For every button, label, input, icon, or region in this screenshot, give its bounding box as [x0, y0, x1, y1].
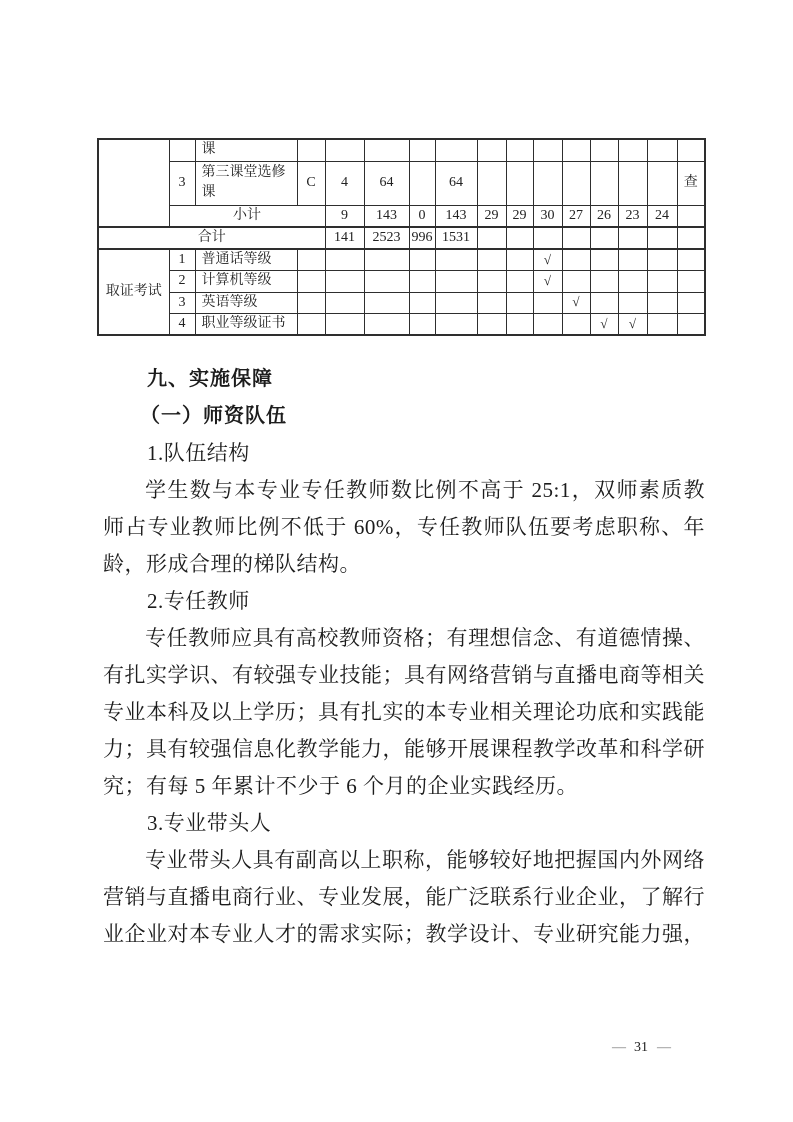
- table-cell: [533, 161, 562, 205]
- table-cell: [506, 161, 533, 205]
- table-cell: [409, 313, 435, 335]
- table-cell: 143: [435, 205, 477, 227]
- table-cell: 2: [169, 271, 195, 292]
- table-cell: C: [297, 161, 325, 205]
- table-cell: [590, 271, 618, 292]
- table-cell: [364, 271, 409, 292]
- content-blocks: [103, 435, 705, 953]
- table-cell: [297, 271, 325, 292]
- table-cell: [506, 313, 533, 335]
- table-cell: 26: [590, 205, 618, 227]
- table-cell: [477, 139, 506, 161]
- table-cell: [409, 271, 435, 292]
- table-cell: [297, 313, 325, 335]
- table-cell: [435, 139, 477, 161]
- table-cell: [618, 161, 647, 205]
- table-cell: [590, 161, 618, 205]
- table-cell: [169, 139, 195, 161]
- table-cell: [435, 292, 477, 313]
- table-cell: [477, 227, 506, 249]
- table-cell: 取证考试: [98, 249, 169, 335]
- item-title: 2.专任教师: [147, 589, 250, 613]
- table-cell: 0: [409, 205, 435, 227]
- check-mark-cell: √: [618, 313, 647, 335]
- table-cell: [677, 313, 705, 335]
- table-cell: 996: [409, 227, 435, 249]
- table-cell: [647, 313, 677, 335]
- table-cell: [364, 292, 409, 313]
- table-cell: 4: [325, 161, 364, 205]
- item-title: 3.专业带头人: [147, 811, 272, 835]
- table-cell: 1531: [435, 227, 477, 249]
- table-cell: [590, 249, 618, 271]
- table-cell: [677, 227, 705, 249]
- table-cell: 29: [477, 205, 506, 227]
- check-mark-cell: √: [590, 313, 618, 335]
- document-body: [103, 361, 705, 953]
- table-cell: [618, 249, 647, 271]
- table-cell: 2523: [364, 227, 409, 249]
- table-cell: 3: [169, 292, 195, 313]
- check-mark-cell: √: [533, 249, 562, 271]
- table-cell: [647, 227, 677, 249]
- table-cell: [506, 139, 533, 161]
- table-cell: [562, 139, 590, 161]
- table-cell: [506, 227, 533, 249]
- table-cell: [477, 292, 506, 313]
- table-cell: [325, 313, 364, 335]
- table-cell: [477, 249, 506, 271]
- table-cell: [325, 271, 364, 292]
- table-cell: [677, 205, 705, 227]
- paragraph: 学生数与本专业专任教师数比例不高于 25:1，双师素质教师占专业教师比例不低于 60%，专任教师队伍要考虑职称、年龄，形成合理的梯队结构。: [103, 478, 705, 576]
- table-cell: [677, 292, 705, 313]
- table-cell: [477, 313, 506, 335]
- table-cell: [562, 161, 590, 205]
- table-cell: [533, 313, 562, 335]
- table-cell: [364, 139, 409, 161]
- table-cell: [590, 139, 618, 161]
- table-cell: 计算机等级: [195, 271, 297, 292]
- footer-dash-left: —: [612, 1040, 625, 1055]
- table-cell: [647, 292, 677, 313]
- table-cell: 64: [364, 161, 409, 205]
- table-cell: 9: [325, 205, 364, 227]
- table-cell: [506, 292, 533, 313]
- table-cell: 23: [618, 205, 647, 227]
- table-cell: 小计: [169, 205, 325, 227]
- table-cell: [677, 139, 705, 161]
- table-cell: [618, 271, 647, 292]
- section-subheading: （一）师资队伍: [140, 405, 287, 427]
- table-cell: [618, 139, 647, 161]
- table-cell: 普通话等级: [195, 249, 297, 271]
- footer-dash-right: —: [657, 1040, 670, 1055]
- section-heading: 九、实施保障: [147, 368, 273, 390]
- table-cell: [647, 161, 677, 205]
- table-cell: 英语等级: [195, 292, 297, 313]
- table-cell: [98, 139, 169, 227]
- table-cell: [325, 139, 364, 161]
- table-cell: [533, 139, 562, 161]
- paragraph: 专任教师应具有高校教师资格；有理想信念、有道德情操、有扎实学识、有较强专业技能；具有网络营销与直播电商等相关专业本科及以上学历；具有扎实的本专业相关理论功底和实践能力；具有较强信息化教学能力，能够开展课程教学改革和科学研究；有每 5 年累计不少于 6 个月的企业实践经历。: [103, 626, 705, 798]
- table-cell: [364, 313, 409, 335]
- table-cell: [506, 271, 533, 292]
- table-cell: [477, 271, 506, 292]
- table-cell: 143: [364, 205, 409, 227]
- table-cell: [677, 271, 705, 292]
- table-cell: [677, 249, 705, 271]
- paragraph: 专业带头人具有副高以上职称，能够较好地把握国内外网络营销与直播电商行业、专业发展，能广泛联系行业企业，了解行业企业对本专业人才的需求实际；教学设计、专业研究能力强，: [103, 848, 705, 946]
- table-cell: [409, 139, 435, 161]
- table-cell: 24: [647, 205, 677, 227]
- table-cell: [435, 249, 477, 271]
- table-cell: [590, 292, 618, 313]
- table-cell: [325, 292, 364, 313]
- table-cell: 课: [195, 139, 297, 161]
- table-cell: [647, 139, 677, 161]
- table-cell: 1: [169, 249, 195, 271]
- table-cell: 141: [325, 227, 364, 249]
- table-cell: 合计: [98, 227, 325, 249]
- table-cell: 64: [435, 161, 477, 205]
- table-cell: 职业等级证书: [195, 313, 297, 335]
- table-cell: [562, 271, 590, 292]
- check-mark-cell: √: [562, 292, 590, 313]
- table-cell: [562, 313, 590, 335]
- table-cell: 4: [169, 313, 195, 335]
- item-title: 1.队伍结构: [147, 441, 250, 465]
- table-cell: 查: [677, 161, 705, 205]
- table-cell: 第三课堂选修课: [195, 161, 297, 205]
- table-cell: [618, 227, 647, 249]
- check-mark-cell: √: [533, 271, 562, 292]
- table-cell: [435, 313, 477, 335]
- table-cell: [647, 249, 677, 271]
- table-cell: [618, 292, 647, 313]
- table-cell: [477, 161, 506, 205]
- table-cell: [562, 249, 590, 271]
- table-cell: [297, 139, 325, 161]
- table-cell: 27: [562, 205, 590, 227]
- table-cell: [647, 271, 677, 292]
- table-cell: [590, 227, 618, 249]
- table-cell: [364, 249, 409, 271]
- table-cell: [533, 292, 562, 313]
- footer-page-number: 31: [634, 1040, 648, 1055]
- table-cell: 30: [533, 205, 562, 227]
- table-cell: [409, 292, 435, 313]
- table-cell: [409, 161, 435, 205]
- table-cell: [533, 227, 562, 249]
- table-cell: 3: [169, 161, 195, 205]
- table-cell: [325, 249, 364, 271]
- page-footer: [598, 1040, 684, 1056]
- course-hours-table: [97, 138, 706, 336]
- table-cell: [409, 249, 435, 271]
- table-cell: 29: [506, 205, 533, 227]
- table-cell: [562, 227, 590, 249]
- table-cell: [435, 271, 477, 292]
- table-cell: [506, 249, 533, 271]
- table-cell: [297, 249, 325, 271]
- table-cell: [297, 292, 325, 313]
